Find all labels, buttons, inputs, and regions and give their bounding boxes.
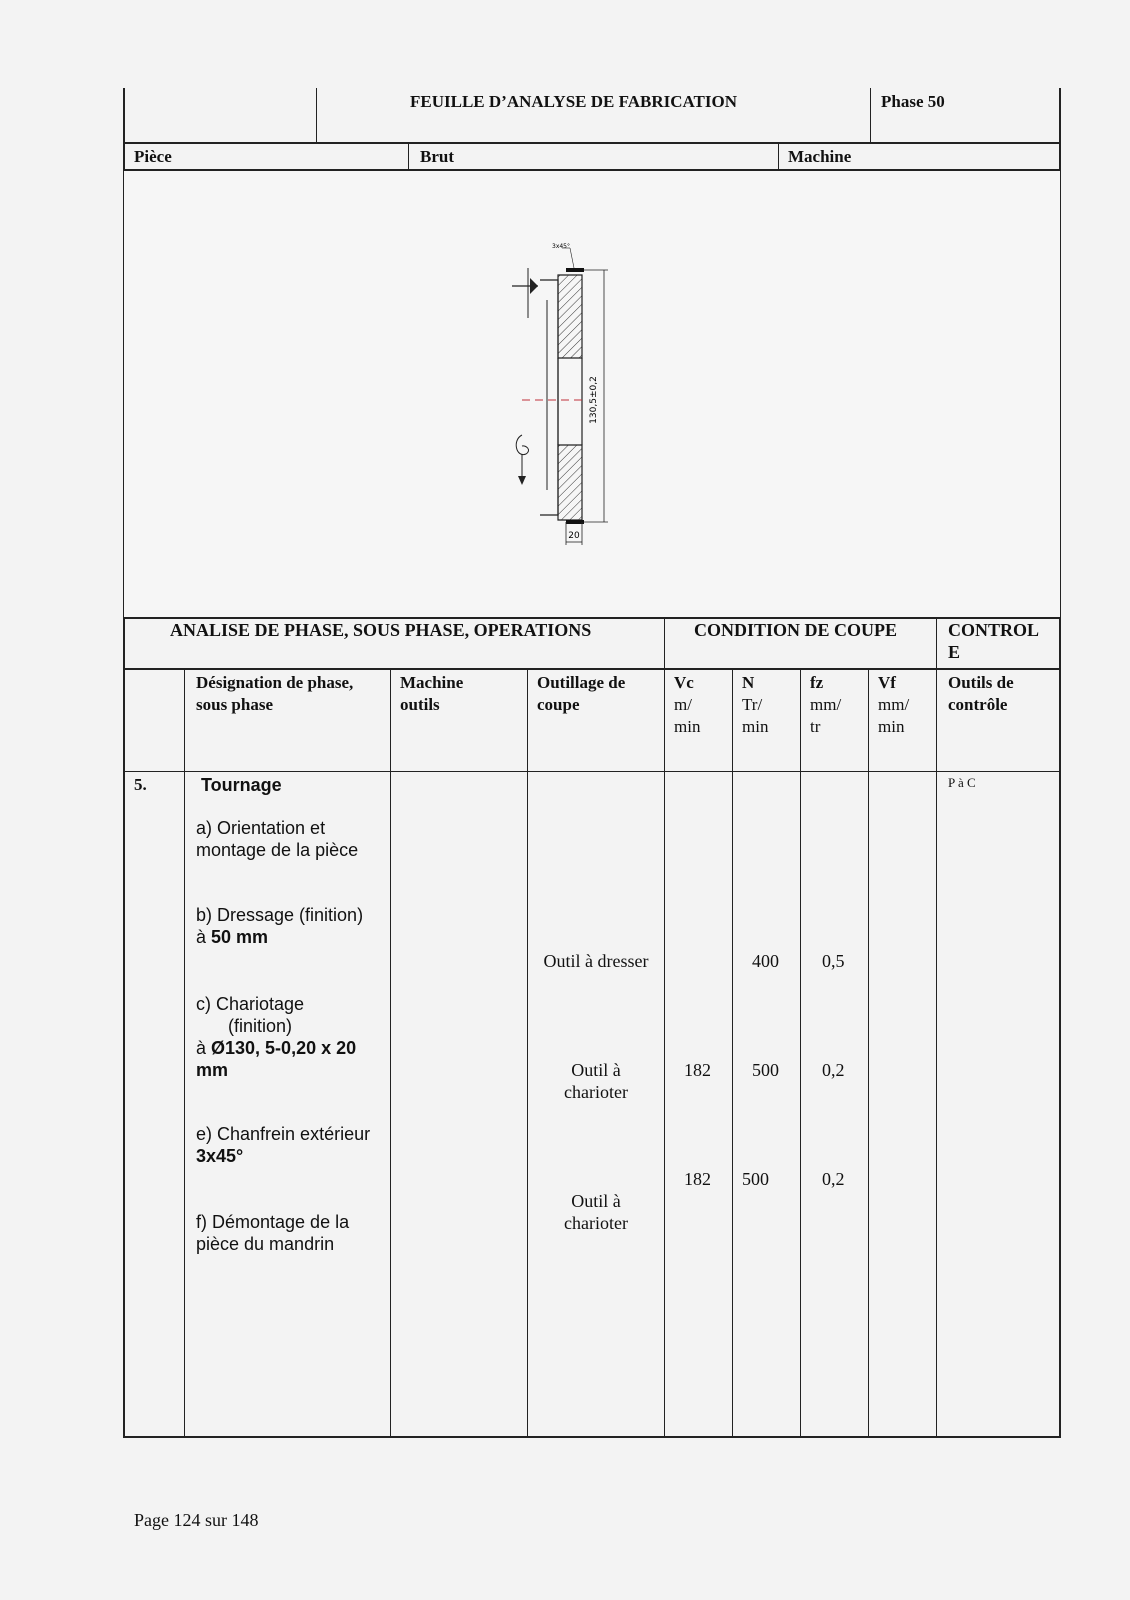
op-c-fz: 0,2 (822, 1060, 845, 1080)
phase-name: Tournage (201, 775, 282, 795)
header-rule (123, 142, 1061, 144)
col-divider-controle (936, 669, 937, 1438)
op-e-fz: 0,2 (822, 1169, 845, 1189)
outils-controle-column-header: Outils de contrôle (948, 673, 1014, 714)
phase-label: Phase 50 (881, 92, 945, 111)
op-e-vc: 182 (684, 1169, 711, 1189)
header-divider (870, 88, 871, 142)
col-divider-n (732, 669, 733, 1438)
outillage-column-header: Outillage de coupe (537, 673, 626, 714)
control-method: P à C (948, 775, 976, 790)
col-divider-vf (868, 669, 869, 1438)
operation-f: f) Démontage de la pièce du mandrin (196, 1212, 350, 1254)
row-divider (408, 143, 409, 170)
column-header-rule (123, 771, 1061, 772)
col-divider-number (184, 669, 185, 1438)
vc-column-header: Vc m/ min (674, 673, 701, 736)
col-divider-outillage (527, 669, 528, 1438)
hub-outline (540, 280, 558, 515)
n-column-header: N Tr/ min (742, 673, 769, 736)
op-b-fz: 0,5 (822, 951, 845, 971)
phase-number: 5. (134, 775, 147, 794)
section-top (558, 275, 582, 358)
vf-column-header: Vf mm/ min (878, 673, 910, 736)
operation-a: a) Orientation et montage de la pièce (196, 818, 359, 860)
operation-e: e) Chanfrein extérieur 3x45° (196, 1124, 371, 1166)
op-c-n: 500 (752, 1060, 779, 1080)
col-divider-vc (664, 669, 665, 1438)
operation-c: c) Chariotage (finition) à Ø130, 5-0,20 x 20 mm (196, 994, 357, 1080)
fz-column-header: fz mm/ tr (810, 673, 842, 736)
rotation-symbol (516, 435, 528, 455)
width-dimension: 20 (568, 531, 580, 541)
analyse-header: ANALISE DE PHASE, SOUS PHASE, OPERATIONS (170, 620, 592, 640)
condition-header: CONDITION DE COUPE (694, 620, 898, 640)
page-number: Page 124 sur 148 (134, 1510, 259, 1530)
tool-b: Outil à dresser (543, 951, 649, 971)
operation-b: b) Dressage (finition) à 50 mm (196, 905, 364, 947)
header-divider (316, 88, 317, 142)
row-divider (778, 143, 779, 170)
col-divider-fz (800, 669, 801, 1438)
section-header-rule (123, 668, 1061, 670)
part-drawing (510, 240, 630, 560)
op-e-n: 500 (742, 1169, 769, 1189)
control-header: CONTROL E (948, 620, 1040, 662)
section-bottom (558, 445, 582, 520)
machine-label: Machine (788, 147, 852, 166)
piece-label: Pièce (134, 147, 172, 166)
tool-c: Outil à charioter (564, 1060, 628, 1102)
brut-label: Brut (420, 147, 454, 166)
diameter-dimension: 130,5±0,2 (589, 376, 599, 424)
col-divider-machine (390, 669, 391, 1438)
op-c-vc: 182 (684, 1060, 711, 1080)
machine-column-header: Machine outils (400, 673, 464, 714)
op-b-n: 400 (752, 951, 779, 971)
chamfer-note: 3x45° (552, 243, 571, 250)
tool-e: Outil à charioter (564, 1191, 628, 1233)
sheet-title: FEUILLE D’ANALYSE DE FABRICATION (410, 92, 737, 111)
designation-column-header: Désignation de phase, sous phase (196, 673, 354, 714)
